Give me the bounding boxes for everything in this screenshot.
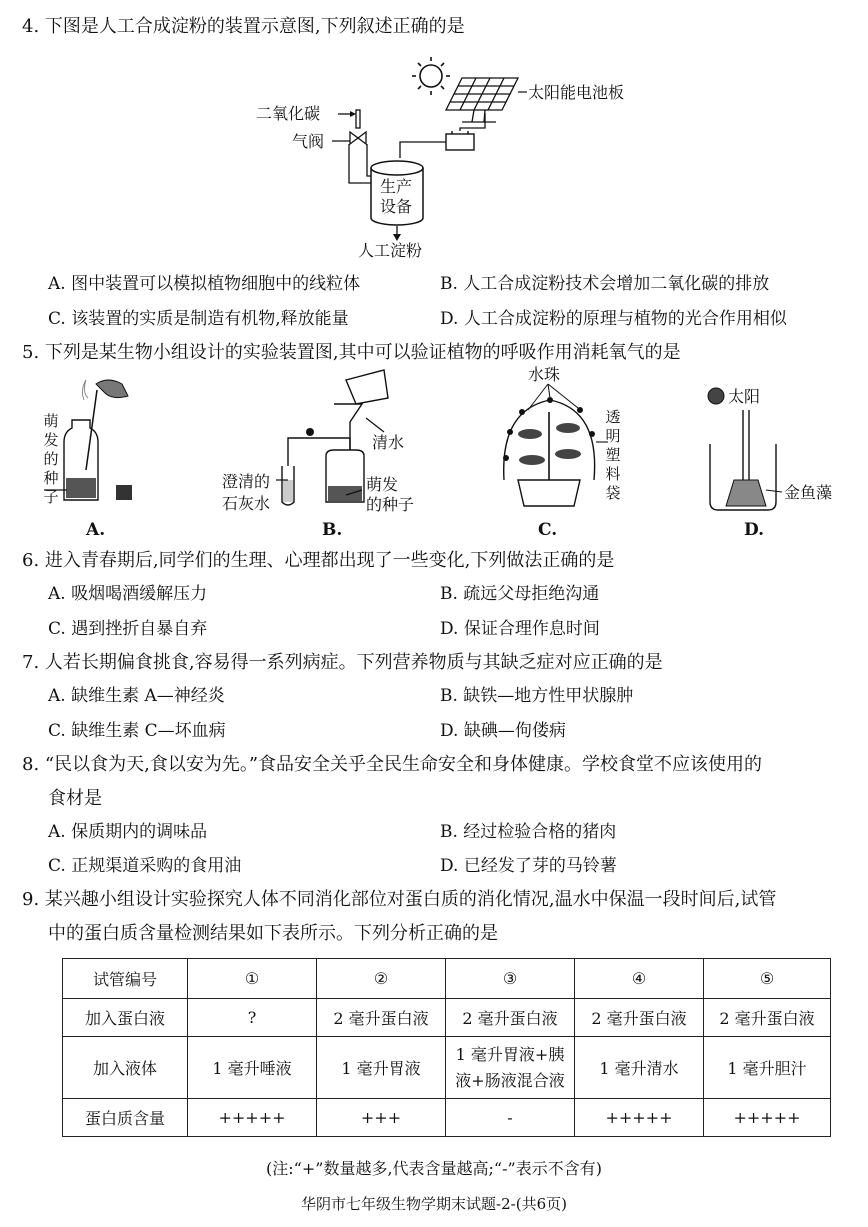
fig-c-plant-in-bag [503,384,608,506]
q6-option-c: C. 遇到挫折自暴自弃 [48,619,208,639]
table-cell: 蛋白质含量 [63,1099,188,1137]
q7-option-c: C. 缺维生素 C—坏血病 [48,721,226,741]
q4-option-b: B. 人工合成淀粉技术会增加二氧化碳的排放 [440,274,770,294]
table-cell: ④ [575,959,704,999]
table-cell: 加入蛋白液 [63,999,188,1037]
fig-b-seeds-label-1: 萌发 [366,475,399,494]
sun-icon [412,57,450,95]
table-cell: 试管编号 [63,959,188,999]
table-header-row [63,959,831,999]
table-cell: ① [188,959,317,999]
fig-b-seeds-label-2: 的种子 [366,495,415,514]
valve-icon [350,132,366,144]
fig-a-caption: A. [86,520,106,540]
q7-option-a: A. 缺维生素 A—神经炎 [48,686,225,706]
q4-stem: 4. 下图是人工合成淀粉的装置示意图,下列叙述正确的是 [22,16,465,37]
fig-d-beaker [708,388,782,510]
table-cell: 2 毫升蛋白液 [575,999,704,1037]
fig-a-seeds-label: 萌发的种子 [43,412,59,506]
table-cell: ③ [446,959,575,999]
table-row [63,1037,831,1099]
q7-option-d: D. 缺碘—佝偻病 [440,721,566,741]
fig-c-caption: C. [538,520,558,540]
page-footer: 华阴市七年级生物学期末试题-2-(共6页) [301,1195,567,1213]
q8-stem-line1: 8. “民以食为天,食以安为先。”食品安全关乎全民生命安全和身体健康。学校食堂不应该使用的 [22,754,763,775]
table-cell: ? [188,999,317,1037]
q6-stem: 6. 进入青春期后,同学们的生理、心理都出现了一些变化,下列做法正确的是 [22,550,615,571]
table-cell: ⑤ [704,959,831,999]
valve-label: 气阀 [292,132,325,151]
q6-option-b: B. 疏远父母拒绝沟通 [440,584,600,604]
fig-c-droplets-label: 水珠 [528,365,561,384]
battery-icon [446,134,474,150]
fig-d-algae-label: 金鱼藻 [784,483,833,502]
q4-option-a: A. 图中装置可以模拟植物细胞中的线粒体 [48,274,361,294]
table-cell: ② [317,959,446,999]
table-cell: 1 毫升胃液 [317,1037,446,1099]
device-label-2: 设备 [380,197,413,216]
table-cell: +++++ [188,1099,317,1137]
solar-panel-label: 太阳能电池板 [528,83,625,102]
co2-label: 二氧化碳 [256,104,321,123]
fig-d-caption: D. [744,520,765,540]
table-cell: +++++ [704,1099,831,1137]
hand-icon [96,380,128,398]
table-cell: 1 毫升清水 [575,1037,704,1099]
q6-option-a: A. 吸烟喝酒缓解压力 [48,584,208,604]
q8-option-a: A. 保质期内的调味品 [48,822,208,842]
table-cell: - [446,1099,575,1137]
q4-option-d: D. 人工合成淀粉的原理与植物的光合作用相似 [440,309,787,329]
table-cell: 2 毫升蛋白液 [446,999,575,1037]
table-cell: +++ [317,1099,446,1137]
q8-option-b: B. 经过检验合格的猪肉 [440,822,617,842]
sun-icon [708,388,724,404]
q5-stem: 5. 下列是某生物小组设计的实验装置图,其中可以验证植物的呼吸作用消耗氧气的是 [22,342,681,363]
fig-b-caption: B. [322,520,343,540]
table-cell: 1 毫升胃液+胰液+肠液混合液 [446,1037,575,1099]
table-row [63,1099,831,1137]
cap-icon [116,485,132,500]
table-cell: 2 毫升蛋白液 [704,999,831,1037]
q8-stem-line2: 食材是 [48,788,102,809]
fig-d-sun-label: 太阳 [728,387,761,406]
table-note: (注:“+”数量越多,代表含量越高;“-”表示不含有) [266,1159,602,1178]
fig-b-limewater-label-2: 石灰水 [222,494,271,513]
digestion-results-table [62,958,831,1137]
table-cell: 1 毫升胆汁 [704,1037,831,1099]
fig-b-water-label: 清水 [372,433,405,452]
table-cell: 2 毫升蛋白液 [317,999,446,1037]
table-row [63,999,831,1037]
table-cell: 1 毫升唾液 [188,1037,317,1099]
starch-label: 人工淀粉 [358,241,423,260]
starch-synthesis-diagram [0,0,868,270]
q6-option-d: D. 保证合理作息时间 [440,619,600,639]
q7-stem: 7. 人若长期偏食挑食,容易得一系列病症。下列营养物质与其缺乏症对应正确的是 [22,652,663,673]
table-cell: +++++ [575,1099,704,1137]
q9-stem-line1: 9. 某兴趣小组设计实验探究人体不同消化部位对蛋白质的消化情况,温水中保温一段时间后,试管 [22,889,777,910]
q8-option-d: D. 已经发了芽的马铃薯 [440,856,617,876]
q7-option-b: B. 缺铁—地方性甲状腺肿 [440,686,634,706]
device-label-1: 生产 [380,177,413,196]
fig-b-limewater-label-1: 澄清的 [222,472,271,491]
q4-option-c: C. 该装置的实质是制造有机物,释放能量 [48,309,349,329]
q9-stem-line2: 中的蛋白质含量检测结果如下表所示。下列分析正确的是 [48,923,498,944]
q8-option-c: C. 正规渠道采购的食用油 [48,856,242,876]
solar-panel-icon [446,78,518,122]
fig-c-bag-label: 透明塑料袋 [605,408,621,502]
table-cell: 加入液体 [63,1037,188,1099]
